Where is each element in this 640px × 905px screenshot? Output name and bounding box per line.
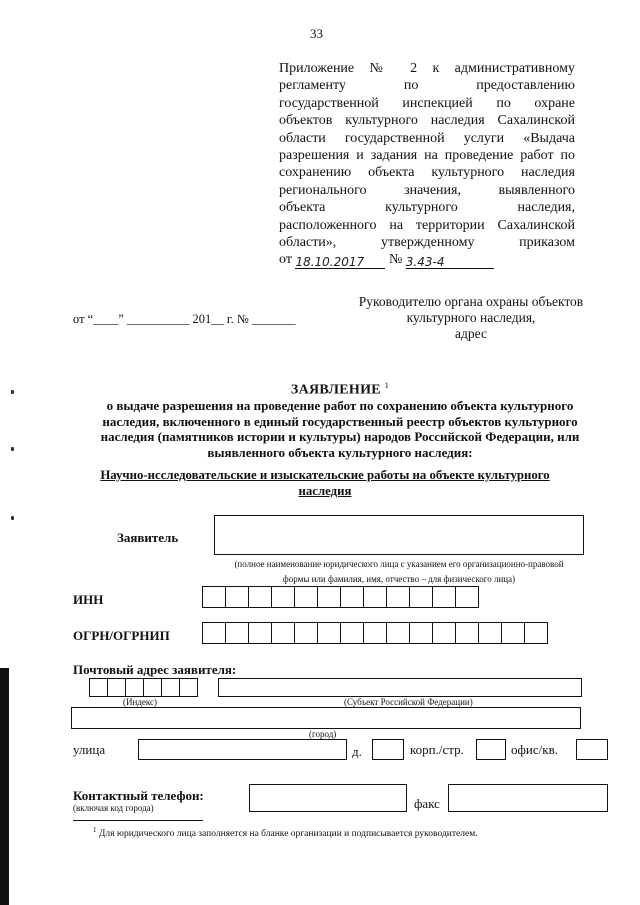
building-label: корп./стр.: [410, 742, 464, 757]
city-caption: (город): [309, 729, 337, 739]
work-type-line: Научно-исследовательские и изыскательские работы на объекте культурного: [100, 468, 550, 482]
digit-cell[interactable]: [272, 587, 295, 607]
digit-cell[interactable]: [433, 587, 456, 607]
recipient-address-label: адрес: [455, 326, 487, 341]
annex-line: объектов культурного наследия Сахалинской: [279, 113, 575, 129]
annex-line: государственной инспекцией по охране: [279, 95, 575, 111]
applicant-note: (полное наименование юридического лица с указанием его организационно-правовой формы или фамилия, имя, отчество – для физического лица): [234, 559, 564, 584]
outgoing-date-line: от “____” __________ 201__ г. № _______: [73, 312, 296, 326]
annex-line: регионального значения, выявленного: [279, 182, 575, 198]
office-field[interactable]: [576, 739, 608, 760]
inn-cells[interactable]: [202, 586, 479, 608]
phone-note: (включая код города): [73, 803, 154, 813]
digit-cell[interactable]: [502, 623, 525, 643]
applicant-name-field[interactable]: [214, 515, 584, 555]
street-label: улица: [73, 742, 106, 757]
order-date-handwritten: 18.10.2017: [295, 254, 385, 269]
title-line: о выдаче разрешения на проведение работ по сохранению объекта культурного: [106, 398, 574, 414]
digit-cell[interactable]: [410, 623, 433, 643]
ogrn-label: ОГРН/ОГРНИП: [73, 628, 170, 643]
digit-cell[interactable]: [90, 679, 108, 696]
subject-caption: (Субъект Российской Федерации): [344, 697, 473, 707]
digit-cell[interactable]: [226, 587, 249, 607]
annex-header: [279, 60, 575, 269]
digit-cell[interactable]: [410, 587, 433, 607]
phone-label: Контактный телефон:: [73, 788, 204, 803]
footnote-ref: 1: [384, 381, 390, 390]
digit-cell[interactable]: [295, 587, 318, 607]
digit-cell[interactable]: [295, 623, 318, 643]
recipient-block: [356, 294, 586, 342]
house-label: д.: [352, 744, 362, 759]
number-label: №: [388, 252, 403, 268]
digit-cell[interactable]: [203, 623, 226, 643]
building-field[interactable]: [476, 739, 506, 760]
digit-cell[interactable]: [126, 679, 144, 696]
title-line: наследия, включенного в единый государственный реестр объектов культурного: [102, 413, 578, 429]
digit-cell[interactable]: [341, 587, 364, 607]
digit-cell[interactable]: [180, 679, 197, 696]
work-type: [90, 468, 560, 499]
digit-cell[interactable]: [341, 623, 364, 643]
digit-cell[interactable]: [456, 623, 479, 643]
annex-line: области государственной услуги «Выдача: [279, 130, 575, 146]
office-label: офис/кв.: [511, 742, 558, 757]
street-field[interactable]: [138, 739, 347, 760]
recipient-line: Руководителю органа охраны объектов: [358, 294, 584, 309]
footnote: $^1$ Для юридического лица заполняется на бланке организации и подписывается руководителем.: [93, 826, 478, 840]
digit-cell[interactable]: [272, 623, 295, 643]
annex-line: расположенного на территории Сахалинской: [279, 217, 575, 233]
city-field[interactable]: [71, 707, 581, 729]
recipient-line: культурного наследия,: [406, 310, 536, 325]
fax-label: факс: [414, 796, 440, 811]
annex-line: области», утвержденному приказом: [279, 235, 575, 251]
page-number: 33: [310, 26, 323, 41]
digit-cell[interactable]: [456, 587, 478, 607]
inn-label: ИНН: [73, 592, 104, 607]
applicant-label: Заявитель: [117, 530, 179, 545]
annex-line: объекта культурного наследия,: [279, 200, 575, 216]
phone-field[interactable]: [249, 784, 407, 812]
digit-cell[interactable]: [249, 623, 272, 643]
title-line: выявленного объекта культурного наследия:: [207, 444, 473, 460]
digit-cell[interactable]: [387, 587, 410, 607]
title-heading: ЗАЯВЛЕНИЕ $^1$: [290, 381, 390, 398]
order-number-handwritten: 3.43-4: [406, 254, 466, 269]
index-caption: (Индекс): [123, 697, 158, 707]
digit-cell[interactable]: [249, 587, 272, 607]
annex-order-line: [279, 251, 575, 268]
from-label: от: [279, 252, 292, 268]
annex-line: регламенту по предоставлению: [279, 78, 575, 94]
annex-line: разрешения и задания на проведение работ по: [279, 148, 575, 164]
scan-mark: [11, 390, 14, 394]
digit-cell[interactable]: [479, 623, 502, 643]
digit-cell[interactable]: [144, 679, 162, 696]
annex-line: сохранению объекта культурного наследия: [279, 165, 575, 181]
digit-cell[interactable]: [203, 587, 226, 607]
digit-cell[interactable]: [318, 587, 341, 607]
digit-cell[interactable]: [318, 623, 341, 643]
application-title: [60, 378, 620, 460]
title-line: наследия (памятников истории и культуры) народов Российской Федерации, или: [100, 429, 580, 445]
scan-mark: [11, 516, 14, 520]
digit-cell[interactable]: [108, 679, 126, 696]
footnote-divider: [73, 820, 203, 821]
postal-index-cells[interactable]: [89, 678, 198, 697]
subject-field[interactable]: [218, 678, 582, 697]
scan-edge: [0, 668, 9, 905]
fax-field[interactable]: [448, 784, 608, 812]
digit-cell[interactable]: [162, 679, 180, 696]
ogrn-cells[interactable]: [202, 622, 548, 644]
digit-cell[interactable]: [525, 623, 547, 643]
digit-cell[interactable]: [433, 623, 456, 643]
scan-mark: [11, 447, 14, 451]
digit-cell[interactable]: [364, 623, 387, 643]
digit-cell[interactable]: [226, 623, 249, 643]
digit-cell[interactable]: [387, 623, 410, 643]
annex-line: Приложение № 2 к административному: [279, 61, 575, 76]
house-field[interactable]: [372, 739, 404, 760]
digit-cell[interactable]: [364, 587, 387, 607]
work-type-line: наследия: [298, 483, 352, 498]
postal-address-label: Почтовый адрес заявителя:: [73, 662, 237, 677]
